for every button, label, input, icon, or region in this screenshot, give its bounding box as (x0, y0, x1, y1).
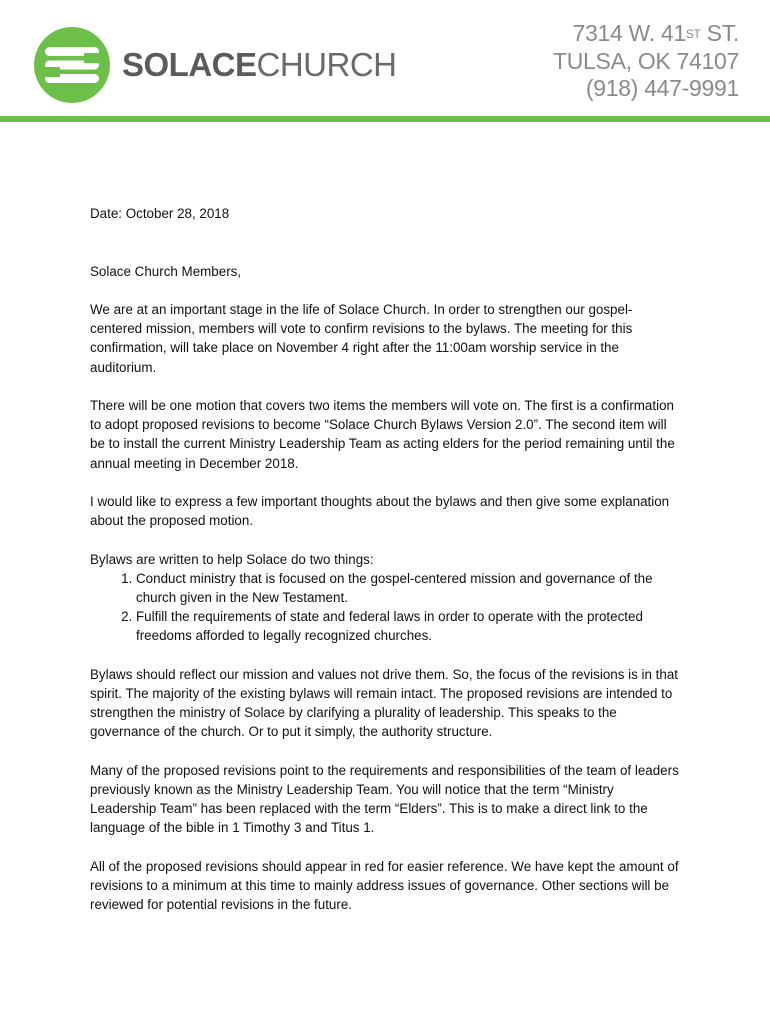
paragraph: All of the proposed revisions should appear in red for easier reference. We have kept the amount of revisions to a minimum at this time to mainly address issues of governance. Other sections will be reviewed for potential revisions in the future. (90, 858, 679, 913)
letter-salutation: Solace Church Members, (90, 263, 242, 279)
paragraph: I would like to express a few important thoughts about the bylaws and then give some explanation about the proposed motion. (90, 493, 670, 529)
address-street: 7314 W. 41ST ST. (572, 20, 739, 46)
paragraph: Bylaws should reflect our mission and values not drive them. So, the focus of the revisions is in that spirit. The majority of the existing bylaws will remain intact. The proposed revisions are intended to strengthen the ministry of Solace by clarifying a plurality of leadership. This speaks to the governance of the church. Or to put it simply, the authority structure. (90, 666, 678, 740)
letter-date: Date: October 28, 2018 (90, 206, 230, 221)
address-city: TULSA, OK 74107 (553, 47, 739, 74)
solace-logo-icon (34, 27, 110, 103)
header-divider (0, 116, 770, 122)
church-name-logo (122, 45, 397, 85)
paragraph: There will be one motion that covers two items the members will vote on. The first is a confirmation to adopt proposed revisions to become “Solace Church Bylaws Version 2.0”. The second item will be to install the current Ministry Leadership Team as acting elders for the period remaining until the annual meeting in December 2018. (90, 397, 675, 471)
list-item: 1. Conduct ministry that is focused on the gospel-centered mission and governance of the church given in the New Testament. (136, 569, 680, 607)
paragraph: We are at an important stage in the life of Solace Church. In order to strengthen our gospel-centered mission, members will vote to confirm revisions to the bylaws. The meeting for this confirmation, will take place on November 4 right after the 11:00am worship service in the auditorium. (90, 301, 633, 375)
letter-body (90, 204, 680, 934)
logo-word-church: CHURCH (256, 46, 397, 83)
letterhead (0, 0, 770, 122)
logo-word-solace: SOLACE (122, 46, 257, 83)
list-intro: Bylaws are written to help Solace do two things: (90, 551, 374, 567)
list-item: 2. Fulfill the requirements of state and federal laws in order to operate with the protected freedoms afforded to legally recognized churches. (136, 607, 680, 645)
paragraph: Many of the proposed revisions point to the requirements and responsibilities of the team of leaders previously known as the Ministry Leadership Team. You will notice that the term “Ministry Leadership Team” has been replaced with the term “Elders”. This is to make a direct link to the language of the bible in 1 Timothy 3 and Titus 1. (90, 762, 679, 836)
bylaws-purpose-list (90, 569, 680, 646)
church-address (553, 20, 739, 103)
address-phone: (918) 447-9991 (585, 75, 739, 101)
